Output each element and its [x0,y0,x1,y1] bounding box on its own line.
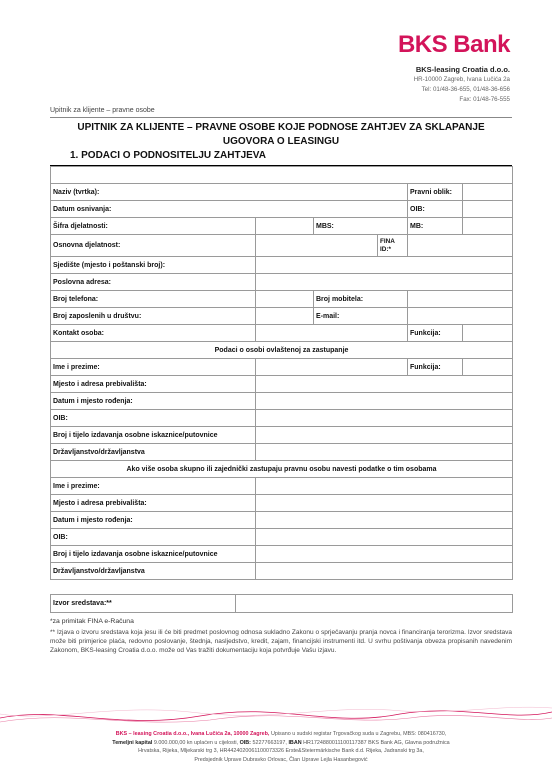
label-p1-ime: Ime i prezime: [51,359,256,376]
label-p1-oib: OIB: [51,410,256,427]
input-p1-iskaznica[interactable] [256,427,513,444]
label-p2-iskaznica: Broj i tijelo izdavanja osobne iskaznice/putovnice [51,546,256,563]
input-p1-oib[interactable] [256,410,513,427]
row-p1-datum [51,393,513,410]
input-p2-ime[interactable] [256,478,513,495]
footer-line-1 [60,730,502,739]
bks-bank-logo: BKS Bank [397,31,510,58]
input-fina-id[interactable] [408,235,513,257]
label-email: E-mail: [314,308,408,325]
input-p2-oib[interactable] [256,529,513,546]
label-oib: OIB: [408,201,463,218]
row-p2-drzavljanstvo [51,563,513,580]
input-izvor-sredstava[interactable] [236,595,513,613]
footer-capital-label: Temeljni kapital [112,739,153,746]
company-fax: Fax: 01/48-76-555 [459,96,510,103]
label-p2-mjesto: Mjesto i adresa prebivališta: [51,495,256,512]
row-osnovna-djelatnost [51,235,513,257]
label-izvor-sredstava: Izvor sredstava:** [51,595,236,613]
label-mbs: MBS: [314,218,408,235]
label-datum-osnivanja: Datum osnivanja: [51,201,408,218]
label-kontakt-osoba: Kontakt osoba: [51,325,256,342]
label-broj-telefona: Broj telefona: [51,291,256,308]
row-p2-mjesto [51,495,513,512]
company-name: BKS-leasing Croatia d.o.o. [415,65,510,74]
decorative-waves [0,700,552,732]
input-sjediste[interactable] [256,257,513,274]
input-sifra-djelatnosti[interactable] [256,218,314,235]
company-phone: Tel: 01/48-36-655, 01/48-36-656 [421,86,510,93]
input-pravni-oblik[interactable] [463,184,513,201]
row-broj-zaposlenih [51,308,513,325]
input-kontakt-osoba[interactable] [256,325,408,342]
row-poslovna-adresa [51,274,513,291]
input-p2-iskaznica[interactable] [256,546,513,563]
row-person2-heading [51,461,513,478]
spacer-cell [51,167,513,184]
input-broj-telefona[interactable] [256,291,314,308]
footer-oib-label: OIB: [239,739,251,746]
label-pravni-oblik: Pravni oblik: [408,184,463,201]
row-p1-ime [51,359,513,376]
row-sjediste [51,257,513,274]
row-kontakt-osoba [51,325,513,342]
footer-capital: 9.000.000,00 kn uplaćen u cijelosti, [153,739,239,746]
label-p1-iskaznica: Broj i tijelo izdavanja osobne iskaznice/putovnice [51,427,256,444]
footer-line-2 [60,739,502,748]
row-p2-iskaznica [51,546,513,563]
footer-brand: BKS – leasing Croatia d.o.o., Ivana Lučića 2a, 10000 Zagreb, [115,731,270,737]
input-poslovna-adresa[interactable] [256,274,513,291]
label-p1-drzavljanstvo: Državljanstvo/državljanstva [51,444,256,461]
row-person1-heading [51,342,513,359]
title-line-2: UGOVORA O LEASINGU [222,136,340,147]
input-p2-datum[interactable] [256,512,513,529]
label-fina-id: FINA ID:* [378,235,408,257]
label-broj-mobitela: Broj mobitela: [314,291,408,308]
header-divider [50,117,512,118]
person1-heading: Podaci o osobi ovlaštenoj za zastupanje [51,342,513,359]
row-p1-iskaznica [51,427,513,444]
title-line-1: UPITNIK ZA KLIJENTE – PRAVNE OSOBE KOJE PODNOSE ZAHTJEV ZA SKLAPANJE [77,122,485,133]
applicant-form [50,166,513,580]
input-p1-ime[interactable] [256,359,408,376]
input-broj-zaposlenih[interactable] [256,308,314,325]
label-naziv: Naziv (tvrtka): [51,184,408,201]
footer-iban: HR1724880011100117387 BKS Bank AG, Glavna podružnica [303,739,450,746]
input-oib[interactable] [463,201,513,218]
footer-oib: 52277663197, [252,739,287,746]
row-naziv [51,184,513,201]
company-info [414,65,510,105]
label-p1-mjesto: Mjesto i adresa prebivališta: [51,376,256,393]
section-heading [50,149,512,166]
input-funkcija[interactable] [463,325,513,342]
section-1-title: 1. PODACI O PODNOSITELJU ZAHTJEVA [70,150,266,161]
input-mb[interactable] [463,218,513,235]
label-p1-datum: Datum i mjesto rođenja: [51,393,256,410]
document-title [50,121,512,149]
label-funkcija: Funkcija: [408,325,463,342]
input-p2-drzavljanstvo[interactable] [256,563,513,580]
input-email[interactable] [408,308,513,325]
label-osnovna-djelatnost: Osnovna djelatnost: [51,235,256,257]
row-p2-datum [51,512,513,529]
row-p1-mjesto [51,376,513,393]
row-p2-ime [51,478,513,495]
label-broj-zaposlenih: Broj zaposlenih u društvu: [51,308,256,325]
footer [60,730,502,764]
row-sifra [51,218,513,235]
label-poslovna-adresa: Poslovna adresa: [51,274,256,291]
input-p2-mjesto[interactable] [256,495,513,512]
footer-line-4: Predsjednik Uprave Dubravko Orlovac, Član Uprave Lejla Hasanbegović [194,756,368,763]
document-label: Upitnik za klijente – pravne osobe [50,107,155,114]
label-p1-funkcija: Funkcija: [408,359,463,376]
form-spacer-row [51,167,513,184]
footnote-fina: *za primitak FINA e-Računa [50,618,134,625]
company-address: HR-10000 Zagreb, Ivana Lučića 2a [413,76,510,83]
footer-line-3: Hrvatska, Rijeka, Mljekarski trg 3, HR4424020061100073326 Erste&Steiermärkische Bank d.d. Rijeka, Jadranski trg 3a, [138,748,424,755]
input-p1-funkcija[interactable] [463,359,513,376]
input-p1-datum[interactable] [256,393,513,410]
izvor-sredstava-table [50,594,513,613]
input-p1-mjesto[interactable] [256,376,513,393]
label-p2-drzavljanstvo: Državljanstvo/državljanstva [51,563,256,580]
footnote-izvor: ** Izjava o izvoru sredstava koja jesu ili će biti predmet poslovnog odnosa sukladno Zakonu o sprječavanju pranja novca i financiranja terorizma. Izvor sredstava može biti primjerice plaća, redovno poslovanje, štednja, nasljedstvo, kredit, zajam, financijski instrumenti itd. U svrhu poštivanja obveza propisanih navedenim Zakonom, BKS-leasing Croatia d.o.o. može od Vas tražiti dokumentaciju koja potvrđuje Vašu izjavu. [50,629,512,655]
row-datum-osnivanja [51,201,513,218]
person2-heading: Ako više osoba skupno ili zajednički zastupaju pravnu osobu navesti podatke o tim osobama [51,461,513,478]
row-izvor-sredstava [51,595,513,613]
label-p2-oib: OIB: [51,529,256,546]
row-p2-oib [51,529,513,546]
label-sjediste: Sjedište (mjesto i poštanski broj): [51,257,256,274]
input-broj-mobitela[interactable] [408,291,513,308]
footer-registry: Upisano u sudski registar Trgovačkog suda u Zagrebu, MBS: 080416730, [270,731,447,737]
row-broj-telefona [51,291,513,308]
label-p2-ime: Ime i prezime: [51,478,256,495]
footer-iban-label: IBAN [288,739,302,746]
row-p1-oib [51,410,513,427]
input-p1-drzavljanstvo[interactable] [256,444,513,461]
label-sifra-djelatnosti: Šifra djelatnosti: [51,218,256,235]
label-p2-datum: Datum i mjesto rođenja: [51,512,256,529]
input-osnovna-djelatnost[interactable] [256,235,378,257]
row-p1-drzavljanstvo [51,444,513,461]
label-mb: MB: [408,218,463,235]
